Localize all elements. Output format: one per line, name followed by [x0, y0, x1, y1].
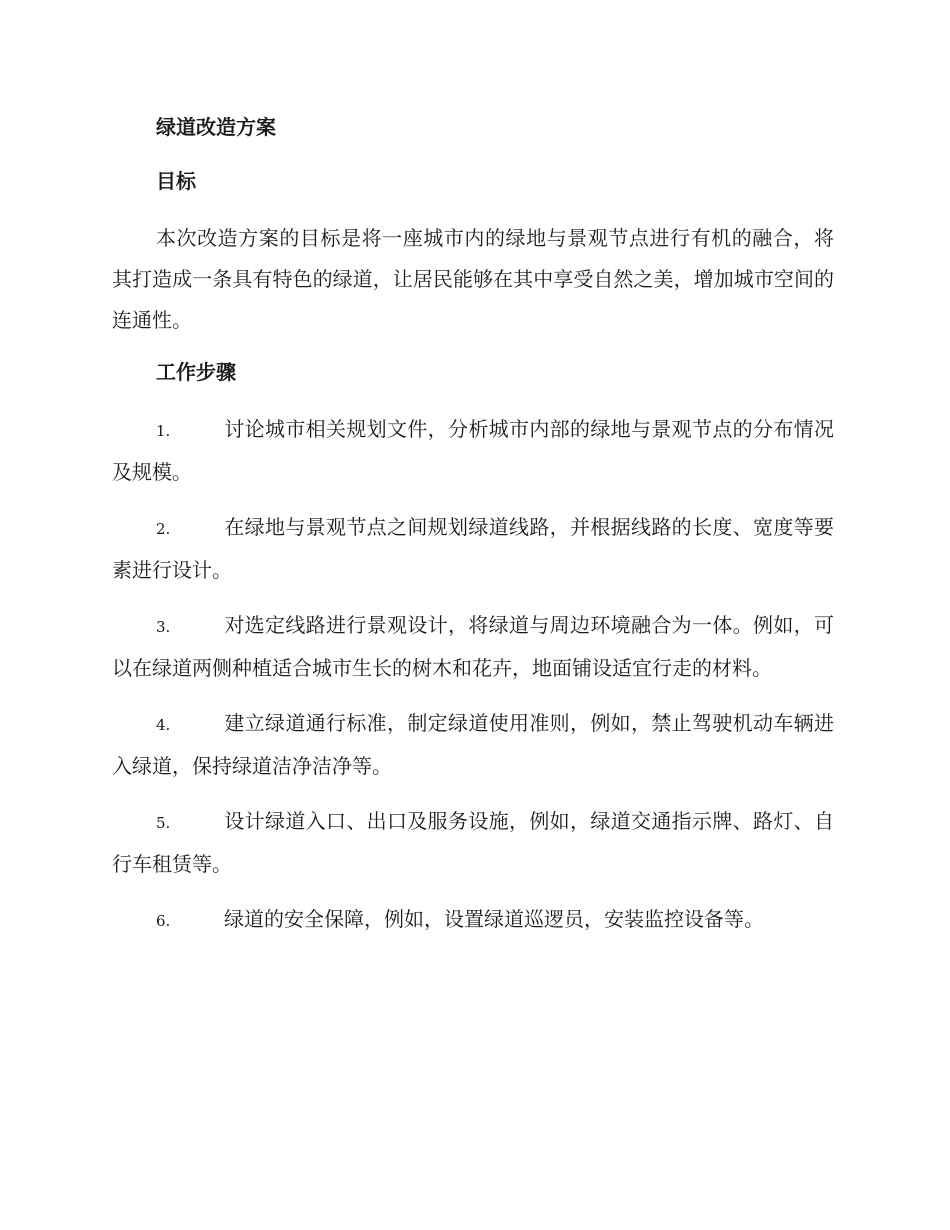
- step-item: [112, 899, 834, 942]
- steps-list: [112, 409, 834, 942]
- document-title: 绿道改造方案: [156, 115, 276, 139]
- step-item: [112, 801, 834, 885]
- step-number: 5.: [156, 814, 171, 832]
- step-item: [112, 703, 834, 787]
- step-number: 2.: [156, 520, 171, 538]
- step-text: 设计绿道入口、出口及服务设施，例如，绿道交通指示牌、路灯、自行车租赁等。: [112, 809, 834, 876]
- step-text: 对选定线路进行景观设计，将绿道与周边环境融合为一体。例如，可以在绿道两侧种植适合城市生长的树木和花卉，地面铺设适宜行走的材料。: [112, 613, 834, 680]
- goal-heading: 目标: [156, 169, 196, 193]
- steps-heading: 工作步骤: [156, 360, 236, 384]
- step-text: 建立绿道通行标准，制定绿道使用准则，例如，禁止驾驶机动车辆进入绿道，保持绿道洁净洁净等。: [112, 711, 834, 778]
- step-number: 4.: [156, 716, 171, 734]
- goal-paragraph: 本次改造方案的目标是将一座城市内的绿地与景观节点进行有机的融合，将其打造成一条具有特色的绿道，让居民能够在其中享受自然之美，增加城市空间的连通性。: [112, 226, 834, 332]
- step-number: 1.: [156, 422, 171, 440]
- step-item: [112, 409, 834, 493]
- step-item: [112, 605, 834, 689]
- step-text: 绿道的安全保障，例如，设置绿道巡逻员，安装监控设备等。: [224, 907, 764, 931]
- step-item: [112, 507, 834, 591]
- step-number: 3.: [156, 618, 171, 636]
- step-number: 6.: [156, 912, 171, 930]
- step-text: 讨论城市相关规划文件，分析城市内部的绿地与景观节点的分布情况及规模。: [112, 417, 834, 484]
- document-body: [112, 110, 834, 956]
- step-text: 在绿地与景观节点之间规划绿道线路，并根据线路的长度、宽度等要素进行设计。: [112, 515, 834, 582]
